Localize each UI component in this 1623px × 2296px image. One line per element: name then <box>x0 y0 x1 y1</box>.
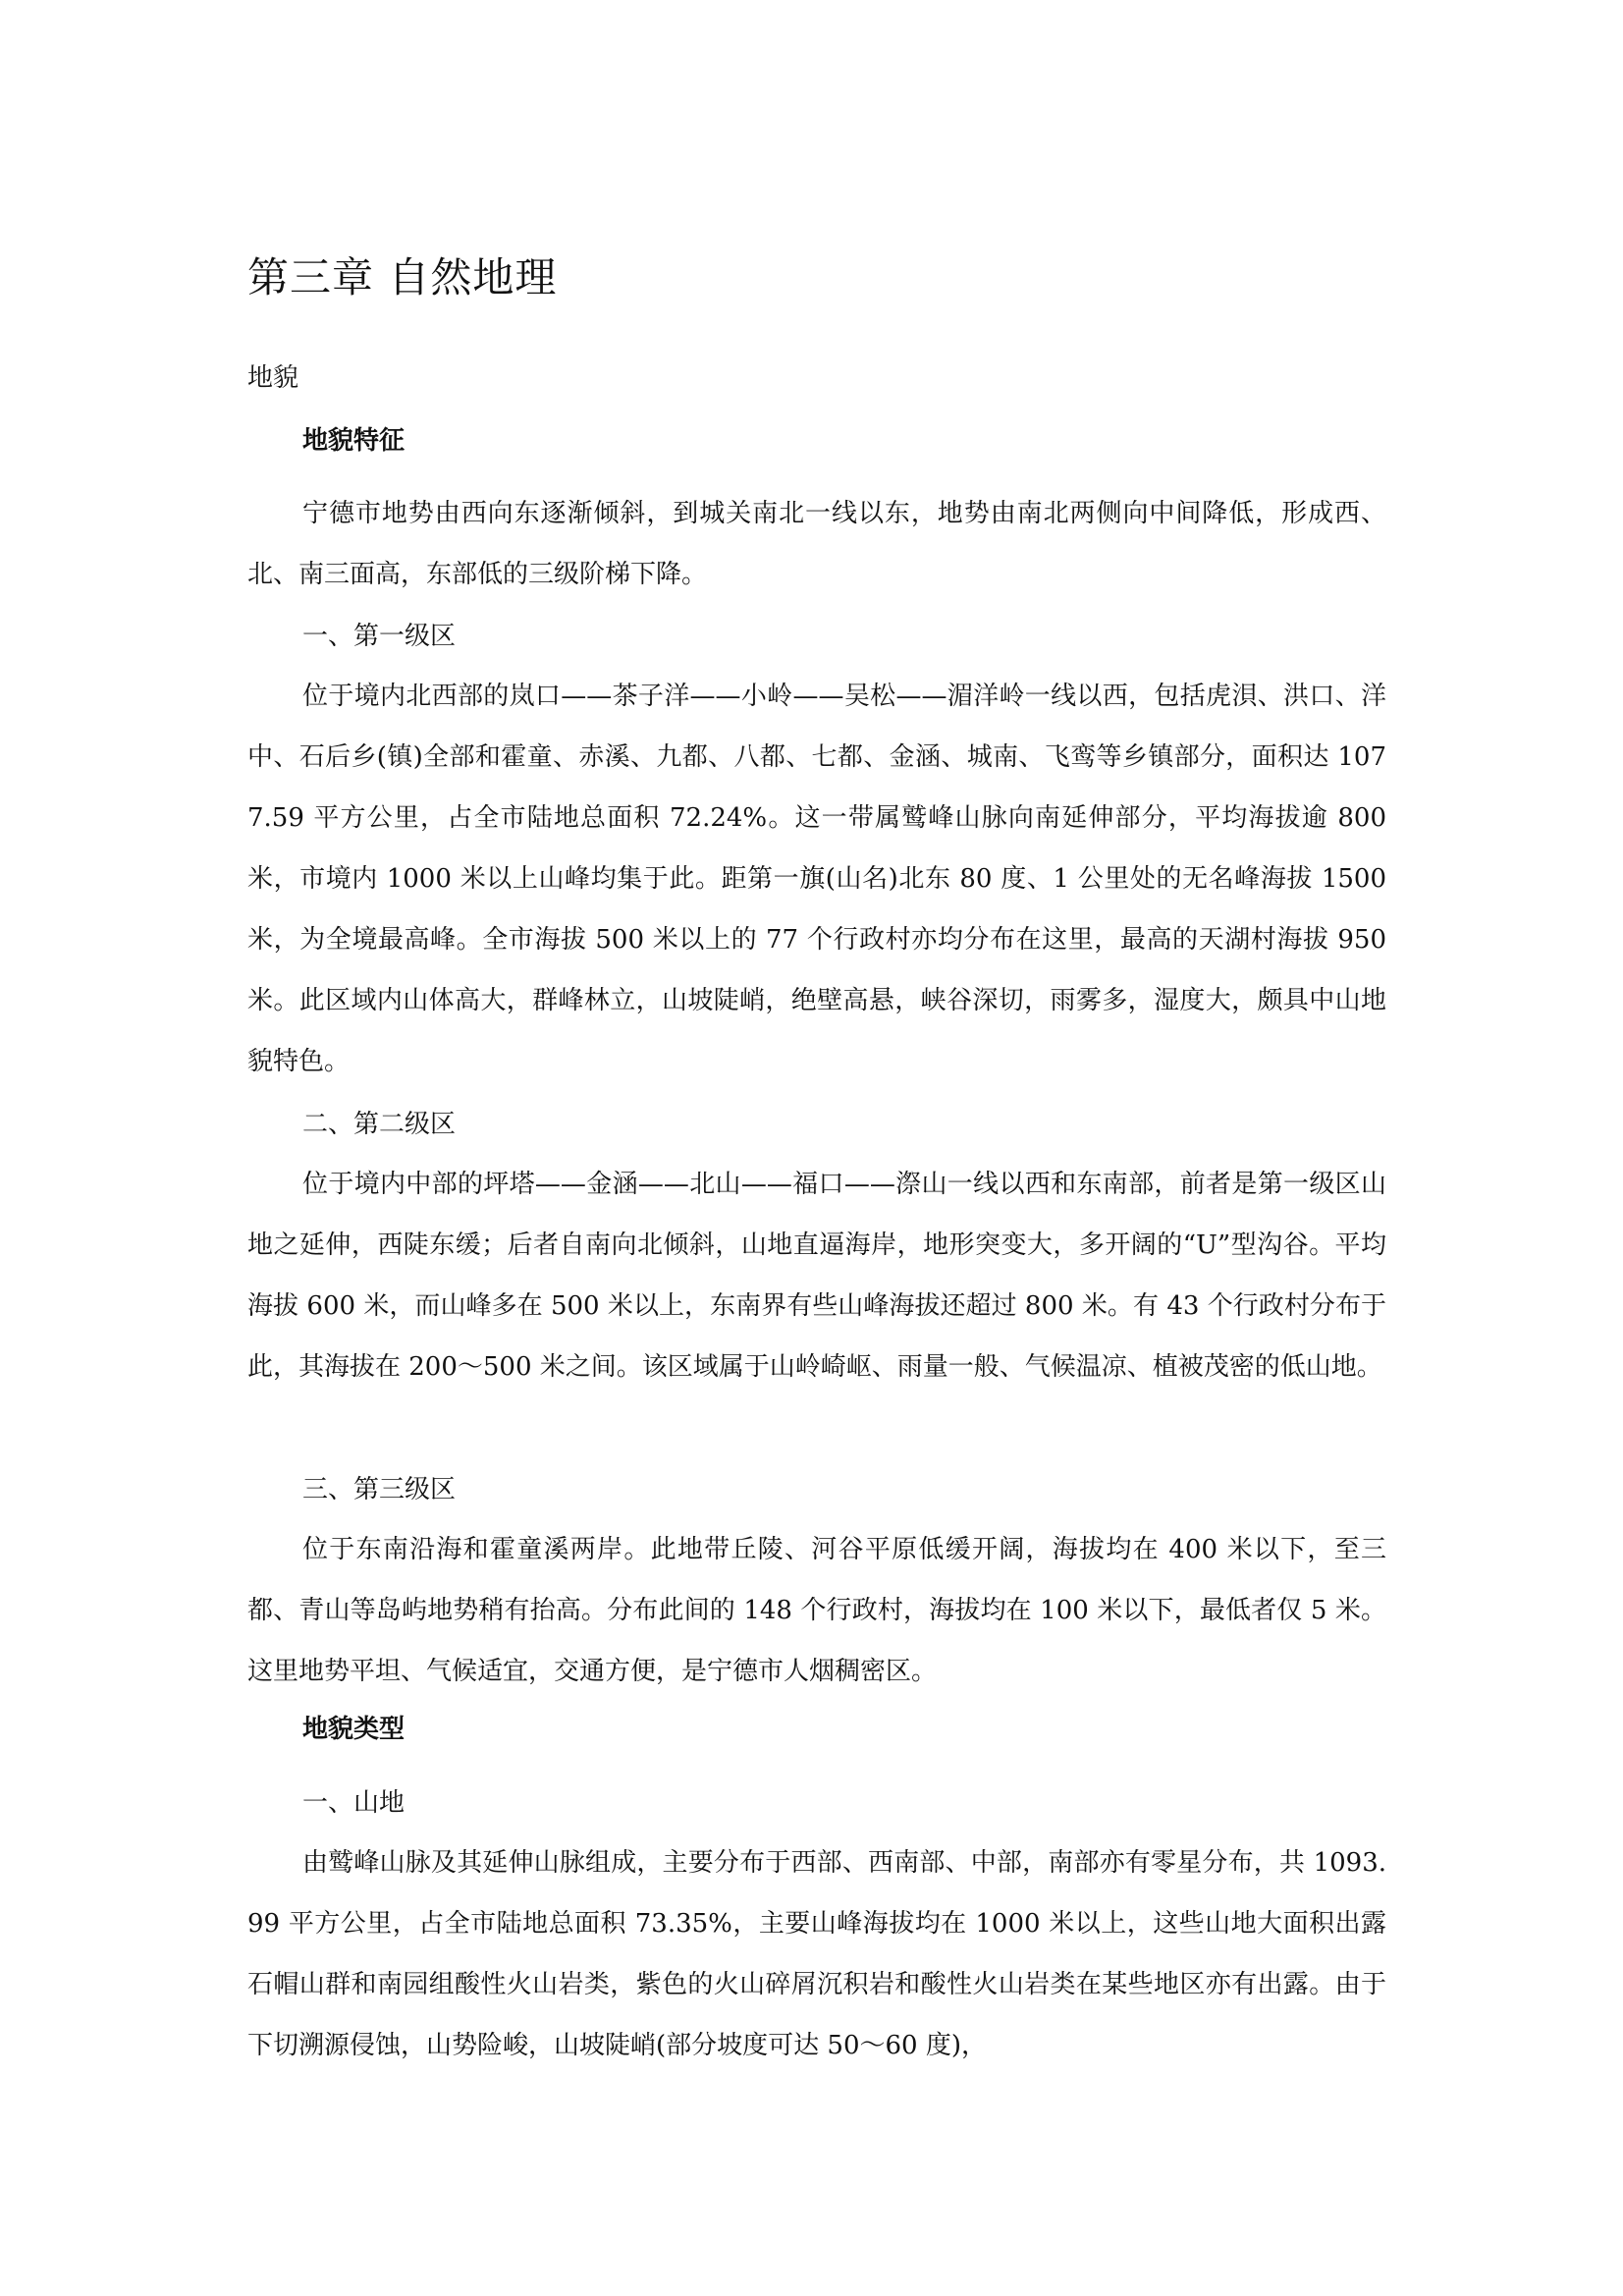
zone1-paragraph: 位于境内北西部的岚口——茶子洋——小岭——吴松——湄洋岭一线以西，包括虎浿、洪口、洋中、石后乡(镇)全部和霍童、赤溪、九都、八都、七都、金涵、城南、飞鸾等乡镇部分，面积达 1077.59 平方公里，占全市陆地总面积 72.24%。这一带属鹫峰山脉向南延伸部分，平均海拔逾 800 米，市境内 1000 米以上山峰均集于此。距第一旗(山名)北东 80 度、1 公里处的无名峰海拔 1500 米，为全境最高峰。全市海拔 500 米以上的 77 个行政村亦均分布在这里，最高的天湖村海拔 950 米。此区域内山体高大，群峰林立，山坡陡峭，绝壁高悬，峡谷深切，雨雾多，湿度大，颇具中山地貌特色。 <box>247 682 1386 1076</box>
section-label: 地貌 <box>247 363 299 393</box>
mountain-label: 一、山地 <box>302 1788 406 1818</box>
zone1-label: 一、第一级区 <box>302 622 457 651</box>
zone2-label: 二、第二级区 <box>302 1110 457 1139</box>
zone3-paragraph: 位于东南沿海和霍童溪两岸。此地带丘陵、河谷平原低缓开阔，海拔均在 400 米以下，至三都、青山等岛屿地势稍有抬高。分布此间的 148 个行政村，海拔均在 100 米以下，最低者仅 5 米。这里地势平坦、气候适宜，交通方便，是宁德市人烟稠密区。 <box>247 1535 1386 1686</box>
zone2-paragraph: 位于境内中部的坪塔——金涵——北山——福口——漈山一线以西和东南部，前者是第一级区山地之延伸，西陡东缓；后者自南向北倾斜，山地直逼海岸，地形突变大，多开阔的“U”型沟谷。平均海拔 600 米，而山峰多在 500 米以上，东南界有些山峰海拔还超过 800 米。有 43 个行政村分布于此，其海拔在 200～500 米之间。该区域属于山岭崎岖、雨量一般、气候温凉、植被茂密的低山地。 <box>247 1170 1386 1382</box>
features-intro-paragraph: 宁德市地势由西向东逐渐倾斜，到城关南北一线以东，地势由南北两侧向中间降低，形成西、北、南三面高，东部低的三级阶梯下降。 <box>247 499 1386 589</box>
features-heading: 地貌特征 <box>302 426 406 456</box>
zone3-label: 三、第三级区 <box>302 1475 457 1504</box>
chapter-title: 第三章 自然地理 <box>247 253 558 301</box>
mountain-paragraph: 由鹫峰山脉及其延伸山脉组成，主要分布于西部、西南部、中部，南部亦有零星分布，共 1093.99 平方公里，占全市陆地总面积 73.35%，主要山峰海拔均在 1000 米以上，这些山地大面积出露石帽山群和南园组酸性火山岩类，紫色的火山碎屑沉积岩和酸性火山岩类在某些地区亦有出露。由于下切溯源侵蚀，山势险峻，山坡陡峭(部分坡度可达 50～60 度)， <box>247 1848 1386 2060</box>
types-heading: 地貌类型 <box>302 1715 406 1744</box>
